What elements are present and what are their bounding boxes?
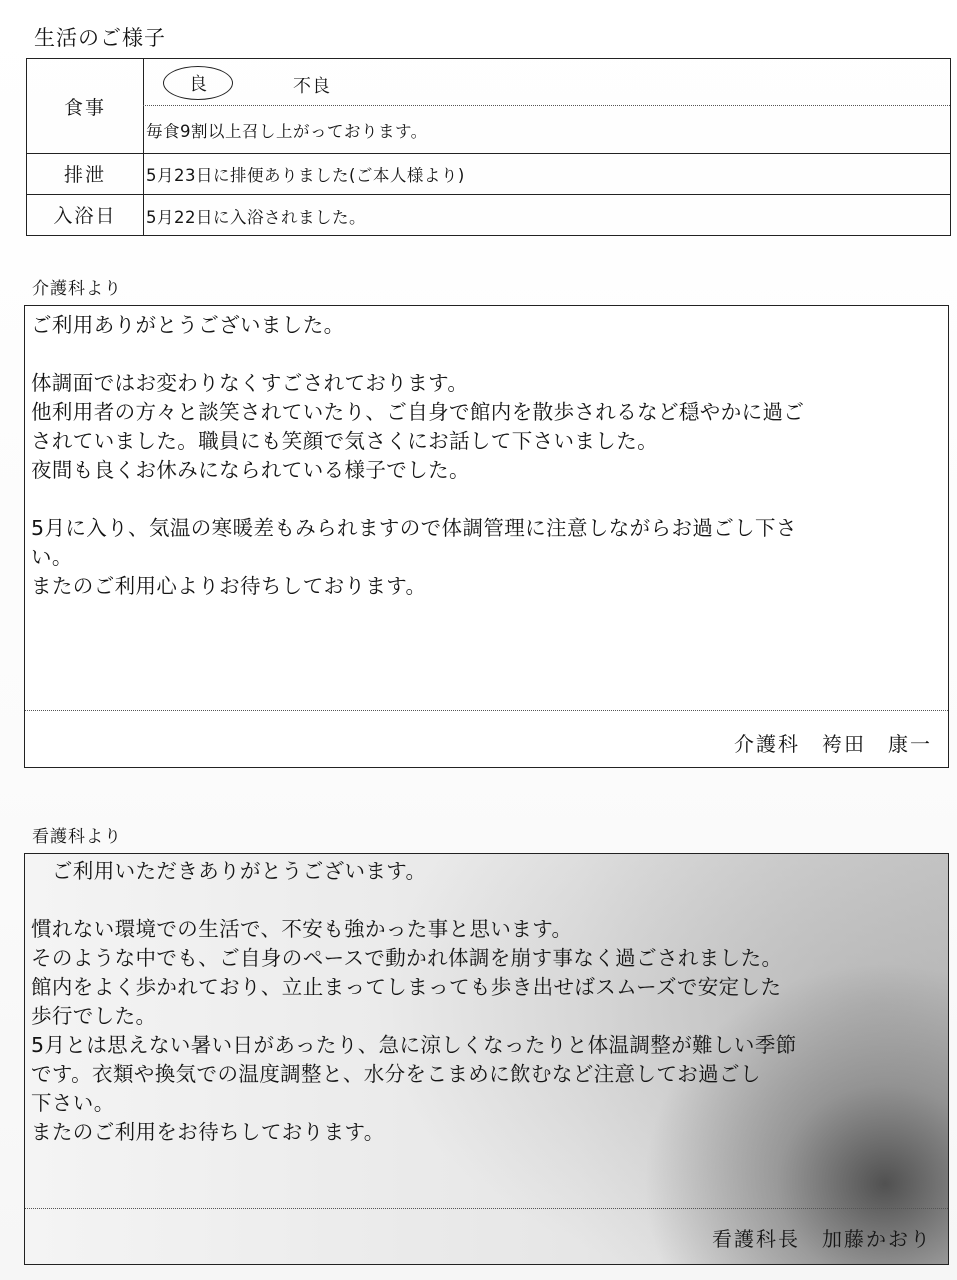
nursing-section-title: 看護科より xyxy=(32,827,122,847)
table-column-divider xyxy=(143,59,144,235)
nursing-line: 下さい。 xyxy=(31,1091,115,1115)
care-line: 体調面ではお変わりなくすごされております。 xyxy=(31,371,469,395)
nursing-message-box xyxy=(24,853,949,1265)
nursing-line xyxy=(31,886,942,915)
nursing-line: ご利用いただきありがとうございます。 xyxy=(31,859,427,883)
care-line: ご利用ありがとうございました。 xyxy=(31,313,345,337)
nursing-line: 慣れない環境での生活で、不安も強かった事と思います。 xyxy=(31,917,573,941)
care-line: 5月に入り、気温の寒暖差もみられますので体調管理に注意しながらお過ごし下さ xyxy=(31,516,797,540)
nursing-line: です。衣類や換気での温度調整と、水分をこまめに飲むなど注意してお過ごし xyxy=(31,1062,761,1086)
care-line: されていました。職員にも笑顔で気さくにお話して下さいました。 xyxy=(31,429,658,453)
bath-note: 5月22日に入浴されました。 xyxy=(146,208,366,227)
meal-option-good-text: 良 xyxy=(189,74,207,95)
nursing-line: 歩行でした。 xyxy=(31,1004,157,1028)
row-divider xyxy=(27,194,950,195)
nursing-line: 5月とは思えない暑い日があったり、急に涼しくなったりと体温調整が難しい季節 xyxy=(31,1033,797,1057)
care-message-box xyxy=(24,305,949,768)
nursing-line: 館内をよく歩かれており、立止まってしまっても歩き出せばスムーズで安定した xyxy=(31,975,782,999)
care-signature: 介護科 袴田 康一 xyxy=(734,732,932,756)
excretion-label: 排泄 xyxy=(63,164,106,186)
care-signature-divider xyxy=(25,710,948,711)
meal-label: 食事 xyxy=(63,96,106,119)
excretion-note: 5月23日に排便ありました(ご本人様より) xyxy=(146,166,465,185)
meal-note: 毎食9割以上召し上がっております。 xyxy=(146,122,428,141)
care-line xyxy=(31,340,942,369)
care-line: 夜間も良くお休みになられている様子でした。 xyxy=(31,458,470,482)
nursing-signature-divider xyxy=(25,1208,948,1209)
row-divider xyxy=(27,153,950,154)
nursing-line: そのような中でも、ご自身のペースで動かれ体調を崩す事なく過ごされました。 xyxy=(31,946,783,970)
care-line: またのご利用心よりお待ちしております。 xyxy=(31,574,427,598)
meal-option-poor: 不良 xyxy=(293,76,331,97)
bath-label: 入浴日 xyxy=(53,205,117,227)
meal-option-good-circled xyxy=(163,66,233,100)
care-line: 他利用者の方々と談笑されていたり、ご自身で館内を散歩されるなど穏やかに過ご xyxy=(31,400,805,424)
nursing-line: またのご利用をお待ちしております。 xyxy=(31,1120,385,1144)
nursing-message-body xyxy=(31,857,942,1147)
meal-row-divider xyxy=(143,105,950,106)
nursing-signature: 看護科長 加藤かおり xyxy=(712,1227,932,1251)
care-line xyxy=(31,485,942,514)
life-status-table xyxy=(26,58,951,236)
life-section-title: 生活のご様子 xyxy=(34,26,166,50)
care-section-title: 介護科より xyxy=(32,279,122,299)
care-line: い。 xyxy=(31,545,73,569)
care-message-body xyxy=(31,311,942,601)
